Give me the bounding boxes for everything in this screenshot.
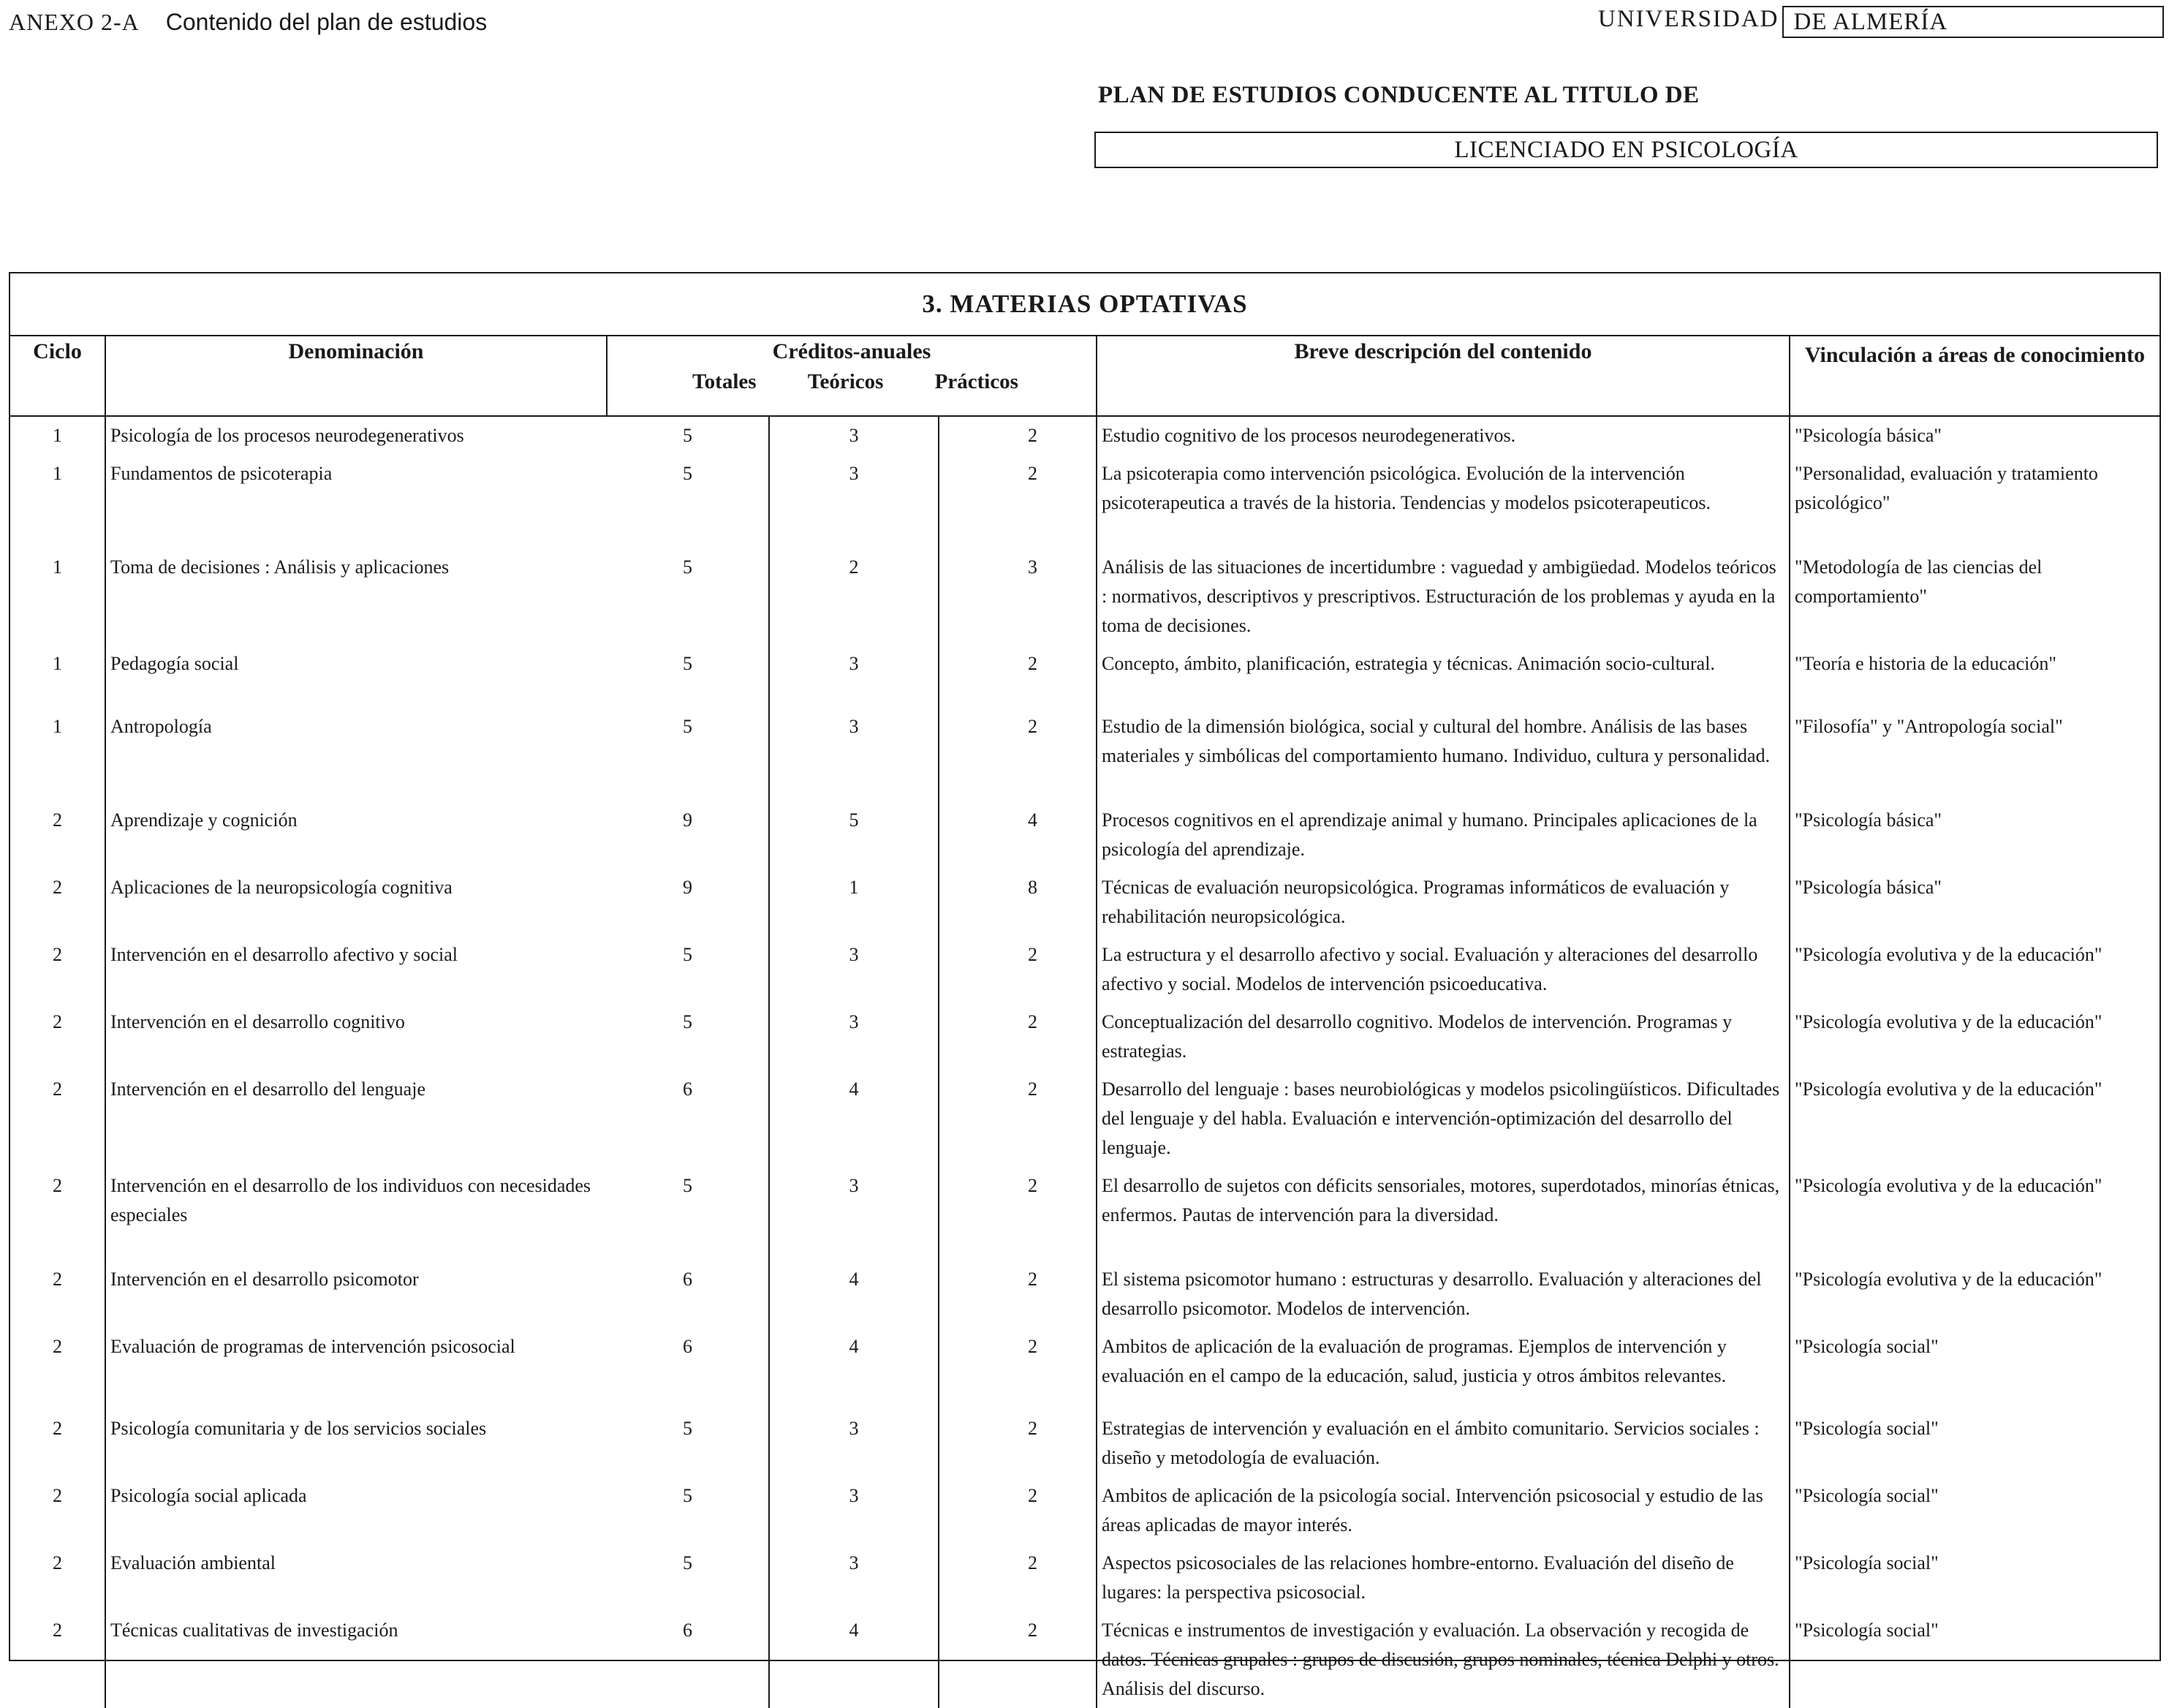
cell-descripcion: Análisis de las situaciones de incertidumbre : vaguedad y ambigüedad. Modelos teóricos : normativos, descriptivos y prescriptivos. Estructuración de los problemas y ayuda en la toma de decisiones. (1097, 548, 1790, 645)
cell-practicos: 2 (939, 1477, 1097, 1544)
cell-teoricos: 4 (769, 1261, 939, 1328)
cell-vinculacion: "Psicología social" (1790, 1611, 2159, 1708)
cell-practicos: 2 (939, 1003, 1097, 1070)
plan-title: PLAN DE ESTUDIOS CONDUCENTE AL TITULO DE (1098, 82, 1700, 108)
table-row (10, 1328, 2159, 1410)
cell-ciclo: 1 (53, 425, 62, 446)
cell-ciclo: 2 (53, 1336, 62, 1357)
cell-denominacion: Psicología de los procesos neurodegenerativos (105, 416, 607, 455)
table-row (10, 416, 2159, 455)
cell-denominacion: Intervención en el desarrollo del lenguaje (105, 1070, 607, 1167)
table-row (10, 936, 2159, 1003)
cell-totales: 9 (683, 877, 692, 898)
cell-descripcion: Desarrollo del lenguaje : bases neurobiológicas y modelos psicolingüísticos. Dificultades del lenguaje y del habla. Evaluación e intervención-optimización del desarrollo del lenguaje. (1097, 1070, 1790, 1167)
cell-practicos: 2 (939, 645, 1097, 708)
cell-teoricos: 4 (769, 1070, 939, 1167)
cell-vinculacion: "Psicología básica" (1790, 869, 2159, 936)
cell-teoricos: 4 (769, 1328, 939, 1410)
cell-descripcion: Ambitos de aplicación de la evaluación de programas. Ejemplos de intervención y evaluación en el campo de la educación, salud, justicia y otros ámbitos relevantes. (1097, 1328, 1790, 1410)
cell-teoricos: 3 (769, 1544, 939, 1611)
cell-practicos: 2 (939, 1167, 1097, 1261)
cell-practicos: 2 (939, 1070, 1097, 1167)
cell-practicos: 2 (939, 1410, 1097, 1477)
cell-denominacion: Evaluación de programas de intervención psicosocial (105, 1328, 607, 1410)
cell-denominacion: Intervención en el desarrollo psicomotor (105, 1261, 607, 1328)
cell-totales: 5 (683, 1175, 692, 1196)
cell-ciclo: 2 (53, 877, 62, 898)
cell-descripcion: Ambitos de aplicación de la psicología social. Intervención psicosocial y estudio de las áreas aplicadas de mayor interés. (1097, 1477, 1790, 1544)
cell-totales: 6 (683, 1336, 692, 1357)
cell-teoricos: 3 (769, 416, 939, 455)
cell-descripcion: Concepto, ámbito, planificación, estrategia y técnicas. Animación socio-cultural. (1097, 645, 1790, 708)
cell-totales: 5 (683, 653, 692, 674)
table-row (10, 455, 2159, 548)
cell-ciclo: 2 (53, 1269, 62, 1290)
cell-vinculacion: "Psicología social" (1790, 1477, 2159, 1544)
cell-ciclo: 2 (53, 1620, 62, 1641)
creditos-subheaders (612, 364, 1091, 394)
cell-teoricos: 3 (769, 645, 939, 708)
optional-subjects-table (9, 272, 2161, 1699)
col-header-denominacion: Denominación (105, 336, 607, 416)
cell-denominacion: Antropología (105, 708, 607, 801)
cell-descripcion: Estudio cognitivo de los procesos neurodegenerativos. (1097, 416, 1790, 455)
university-header (1598, 6, 2164, 38)
cell-vinculacion: "Metodología de las ciencias del comportamiento" (1790, 548, 2159, 645)
cell-teoricos: 1 (769, 869, 939, 936)
cell-denominacion: Técnicas cualitativas de investigación (105, 1611, 607, 1708)
cell-ciclo: 1 (53, 556, 62, 578)
cell-descripcion: La psicoterapia como intervención psicológica. Evolución de la intervención psicoterapeutica a través de la historia. Tendencias y modelos psicoterapeuticos. (1097, 455, 1790, 548)
cell-vinculacion: "Psicología evolutiva y de la educación" (1790, 936, 2159, 1003)
cell-totales: 5 (683, 556, 692, 578)
table-row (10, 801, 2159, 869)
table-row (10, 708, 2159, 801)
cell-denominacion: Intervención en el desarrollo afectivo y social (105, 936, 607, 1003)
col-header-vinculacion: Vinculación a áreas de conocimiento (1790, 336, 2159, 416)
cell-descripcion: Estudio de la dimensión biológica, social y cultural del hombre. Análisis de las bases materiales y simbólicas del comportamiento humano. Individuo, cultura y personalidad. (1097, 708, 1790, 801)
cell-practicos: 3 (939, 548, 1097, 645)
cell-teoricos: 3 (769, 708, 939, 801)
cell-teoricos: 3 (769, 1410, 939, 1477)
cell-totales: 6 (683, 1078, 692, 1100)
cell-vinculacion: "Personalidad, evaluación y tratamiento psicológico" (1790, 455, 2159, 548)
cell-ciclo: 2 (53, 1011, 62, 1032)
cell-ciclo: 2 (53, 1078, 62, 1100)
cell-practicos: 2 (939, 708, 1097, 801)
cell-denominacion: Aprendizaje y cognición (105, 801, 607, 869)
cell-totales: 5 (683, 1552, 692, 1573)
cell-ciclo: 2 (53, 1418, 62, 1439)
table-header-row (10, 336, 2159, 416)
table-row (10, 1544, 2159, 1611)
table-row (10, 645, 2159, 708)
col-header-practicos: Prácticos (934, 370, 1018, 393)
cell-vinculacion: "Psicología evolutiva y de la educación" (1790, 1261, 2159, 1328)
table-row (10, 1261, 2159, 1328)
cell-denominacion: Psicología comunitaria y de los servicios sociales (105, 1410, 607, 1477)
cell-vinculacion: "Psicología social" (1790, 1544, 2159, 1611)
cell-descripcion: El sistema psicomotor humano : estructuras y desarrollo. Evaluación y alteraciones del desarrollo psicomotor. Modelos de intervención. (1097, 1261, 1790, 1328)
annex-label: ANEXO 2-A (9, 9, 140, 35)
cell-denominacion: Evaluación ambiental (105, 1544, 607, 1611)
cell-ciclo: 1 (53, 716, 62, 737)
cell-totales: 5 (683, 716, 692, 737)
cell-descripcion: Conceptualización del desarrollo cognitivo. Modelos de intervención. Programas y estrategias. (1097, 1003, 1790, 1070)
table-row (10, 1003, 2159, 1070)
cell-ciclo: 1 (53, 653, 62, 674)
cell-teoricos: 4 (769, 1611, 939, 1708)
cell-denominacion: Psicología social aplicada (105, 1477, 607, 1544)
cell-descripcion: Aspectos psicosociales de las relaciones hombre-entorno. Evaluación del diseño de lugares: la perspectiva psicosocial. (1097, 1544, 1790, 1611)
cell-descripcion: Técnicas de evaluación neuropsicológica. Programas informáticos de evaluación y rehabilitación neuropsicológica. (1097, 869, 1790, 936)
cell-practicos: 4 (939, 801, 1097, 869)
creditos-title: Créditos-anuales (772, 339, 931, 363)
cell-practicos: 8 (939, 869, 1097, 936)
cell-denominacion: Intervención en el desarrollo cognitivo (105, 1003, 607, 1070)
col-header-creditos (607, 336, 1097, 416)
cell-denominacion: Aplicaciones de la neuropsicología cognitiva (105, 869, 607, 936)
subjects-table (10, 336, 2159, 1708)
cell-denominacion: Pedagogía social (105, 645, 607, 708)
cell-teoricos: 3 (769, 1477, 939, 1544)
university-name-box: DE ALMERÍA (1782, 6, 2164, 38)
cell-practicos: 2 (939, 936, 1097, 1003)
table-row (10, 1477, 2159, 1544)
cell-totales: 6 (683, 1269, 692, 1290)
cell-vinculacion: "Filosofía" y "Antropología social" (1790, 708, 2159, 801)
cell-ciclo: 2 (53, 944, 62, 965)
cell-teoricos: 3 (769, 1003, 939, 1070)
table-row (10, 1410, 2159, 1477)
cell-descripcion: La estructura y el desarrollo afectivo y social. Evaluación y alteraciones del desarrollo afectivo y social. Modelos de intervención psicoeducativa. (1097, 936, 1790, 1003)
cell-descripcion: El desarrollo de sujetos con déficits sensoriales, motores, superdotados, minorías étnicas, enfermos. Pautas de intervención para la diversidad. (1097, 1167, 1790, 1261)
cell-totales: 5 (683, 425, 692, 446)
cell-teoricos: 3 (769, 1167, 939, 1261)
cell-practicos: 2 (939, 455, 1097, 548)
cell-totales: 5 (683, 1011, 692, 1032)
degree-title-box: LICENCIADO EN PSICOLOGÍA (1094, 132, 2158, 168)
cell-ciclo: 2 (53, 1175, 62, 1196)
cell-teoricos: 3 (769, 936, 939, 1003)
cell-vinculacion: "Teoría e historia de la educación" (1790, 645, 2159, 708)
cell-ciclo: 2 (53, 809, 62, 831)
cell-practicos: 2 (939, 1544, 1097, 1611)
document-header-left (9, 9, 487, 36)
cell-totales: 5 (683, 463, 692, 484)
col-header-descripcion: Breve descripción del contenido (1097, 336, 1790, 416)
annex-subtitle: Contenido del plan de estudios (165, 9, 488, 35)
table-row (10, 548, 2159, 645)
section-title: 3. MATERIAS OPTATIVAS (10, 273, 2159, 336)
cell-ciclo: 2 (53, 1485, 62, 1506)
table-row (10, 1167, 2159, 1261)
table-row (10, 1070, 2159, 1167)
col-header-teoricos: Teóricos (807, 370, 884, 393)
cell-totales: 9 (683, 809, 692, 831)
cell-totales: 5 (683, 1485, 692, 1506)
table-row (10, 1611, 2159, 1708)
cell-vinculacion: "Psicología evolutiva y de la educación" (1790, 1003, 2159, 1070)
cell-descripcion: Procesos cognitivos en el aprendizaje animal y humano. Principales aplicaciones de la psicología del aprendizaje. (1097, 801, 1790, 869)
cell-ciclo: 2 (53, 1552, 62, 1573)
cell-totales: 6 (683, 1620, 692, 1641)
cell-teoricos: 5 (769, 801, 939, 869)
cell-vinculacion: "Psicología evolutiva y de la educación" (1790, 1167, 2159, 1261)
cell-vinculacion: "Psicología básica" (1790, 416, 2159, 455)
cell-practicos: 2 (939, 1261, 1097, 1328)
cell-teoricos: 3 (769, 455, 939, 548)
col-header-ciclo: Ciclo (10, 336, 105, 416)
university-label: UNIVERSIDAD (1598, 6, 1779, 32)
cell-descripcion: Técnicas e instrumentos de investigación y evaluación. La observación y recogida de datos. Técnicas grupales : grupos de discusión, grupos nominales, técnica Delphi y otros. Análisis del discurso. (1097, 1611, 1790, 1708)
cell-totales: 5 (683, 944, 692, 965)
cell-descripcion: Estrategias de intervención y evaluación en el ámbito comunitario. Servicios sociales : diseño y metodología de evaluación. (1097, 1410, 1790, 1477)
cell-totales: 5 (683, 1418, 692, 1439)
table-row (10, 869, 2159, 936)
cell-denominacion: Toma de decisiones : Análisis y aplicaciones (105, 548, 607, 645)
col-header-totales: Totales (692, 370, 757, 393)
cell-vinculacion: "Psicología básica" (1790, 801, 2159, 869)
cell-denominacion: Intervención en el desarrollo de los individuos con necesidades especiales (105, 1167, 607, 1261)
cell-vinculacion: "Psicología social" (1790, 1410, 2159, 1477)
cell-vinculacion: "Psicología social" (1790, 1328, 2159, 1410)
cell-practicos: 2 (939, 416, 1097, 455)
cell-ciclo: 1 (53, 463, 62, 484)
cell-practicos: 2 (939, 1611, 1097, 1708)
cell-practicos: 2 (939, 1328, 1097, 1410)
cell-teoricos: 2 (769, 548, 939, 645)
cell-denominacion: Fundamentos de psicoterapia (105, 455, 607, 548)
cell-vinculacion: "Psicología evolutiva y de la educación" (1790, 1070, 2159, 1167)
